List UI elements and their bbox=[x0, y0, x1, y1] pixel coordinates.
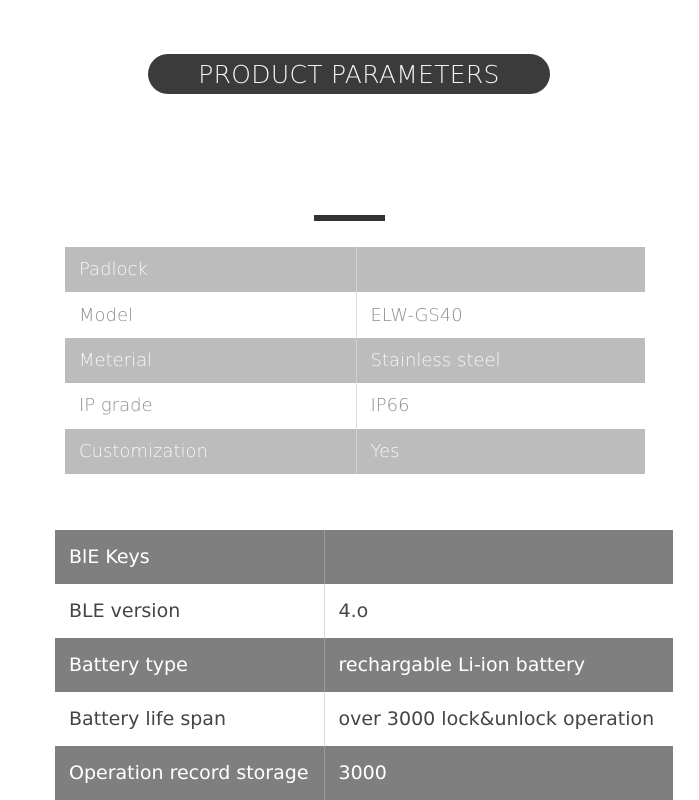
table-cell-label: Battery type bbox=[55, 638, 324, 692]
table-row bbox=[65, 429, 645, 474]
table-cell-value: Yes bbox=[356, 429, 645, 474]
table-cell-label: Meterial bbox=[65, 338, 356, 383]
table-cell-value: 3000 bbox=[324, 746, 673, 800]
table-cell-value: rechargable Li-ion battery bbox=[324, 638, 673, 692]
table-row bbox=[65, 383, 645, 428]
ble-keys-parameters-table bbox=[55, 530, 673, 800]
table-cell-label: Operation record storage bbox=[55, 746, 324, 800]
divider-bar bbox=[314, 215, 385, 221]
table-row bbox=[55, 638, 673, 692]
table-row bbox=[55, 746, 673, 800]
table-cell-label: IP grade bbox=[65, 383, 356, 428]
table-cell-value: 4.o bbox=[324, 584, 673, 638]
table-row bbox=[65, 292, 645, 337]
table-cell-value: over 3000 lock&unlock operation bbox=[324, 692, 673, 746]
table-cell-label: Model bbox=[65, 292, 356, 337]
table-row bbox=[55, 584, 673, 638]
table-cell-label: Battery life span bbox=[55, 692, 324, 746]
padlock-parameters-table bbox=[65, 247, 645, 474]
table-cell-value bbox=[324, 530, 673, 584]
table-row bbox=[65, 247, 645, 292]
table-cell-value: IP66 bbox=[356, 383, 645, 428]
table-cell-value: ELW-GS40 bbox=[356, 292, 645, 337]
table-cell-value: Stainless steel bbox=[356, 338, 645, 383]
table-row bbox=[55, 692, 673, 746]
table-cell-value bbox=[356, 247, 645, 292]
section-title-pill bbox=[148, 54, 550, 94]
table-row bbox=[55, 530, 673, 584]
table-cell-label: Padlock bbox=[65, 247, 356, 292]
table-cell-label: BLE version bbox=[55, 584, 324, 638]
table-cell-label: Customization bbox=[65, 429, 356, 474]
table-cell-label: BlE Keys bbox=[55, 530, 324, 584]
table-row bbox=[65, 338, 645, 383]
section-title: PRODUCT PARAMETERS bbox=[198, 59, 500, 89]
